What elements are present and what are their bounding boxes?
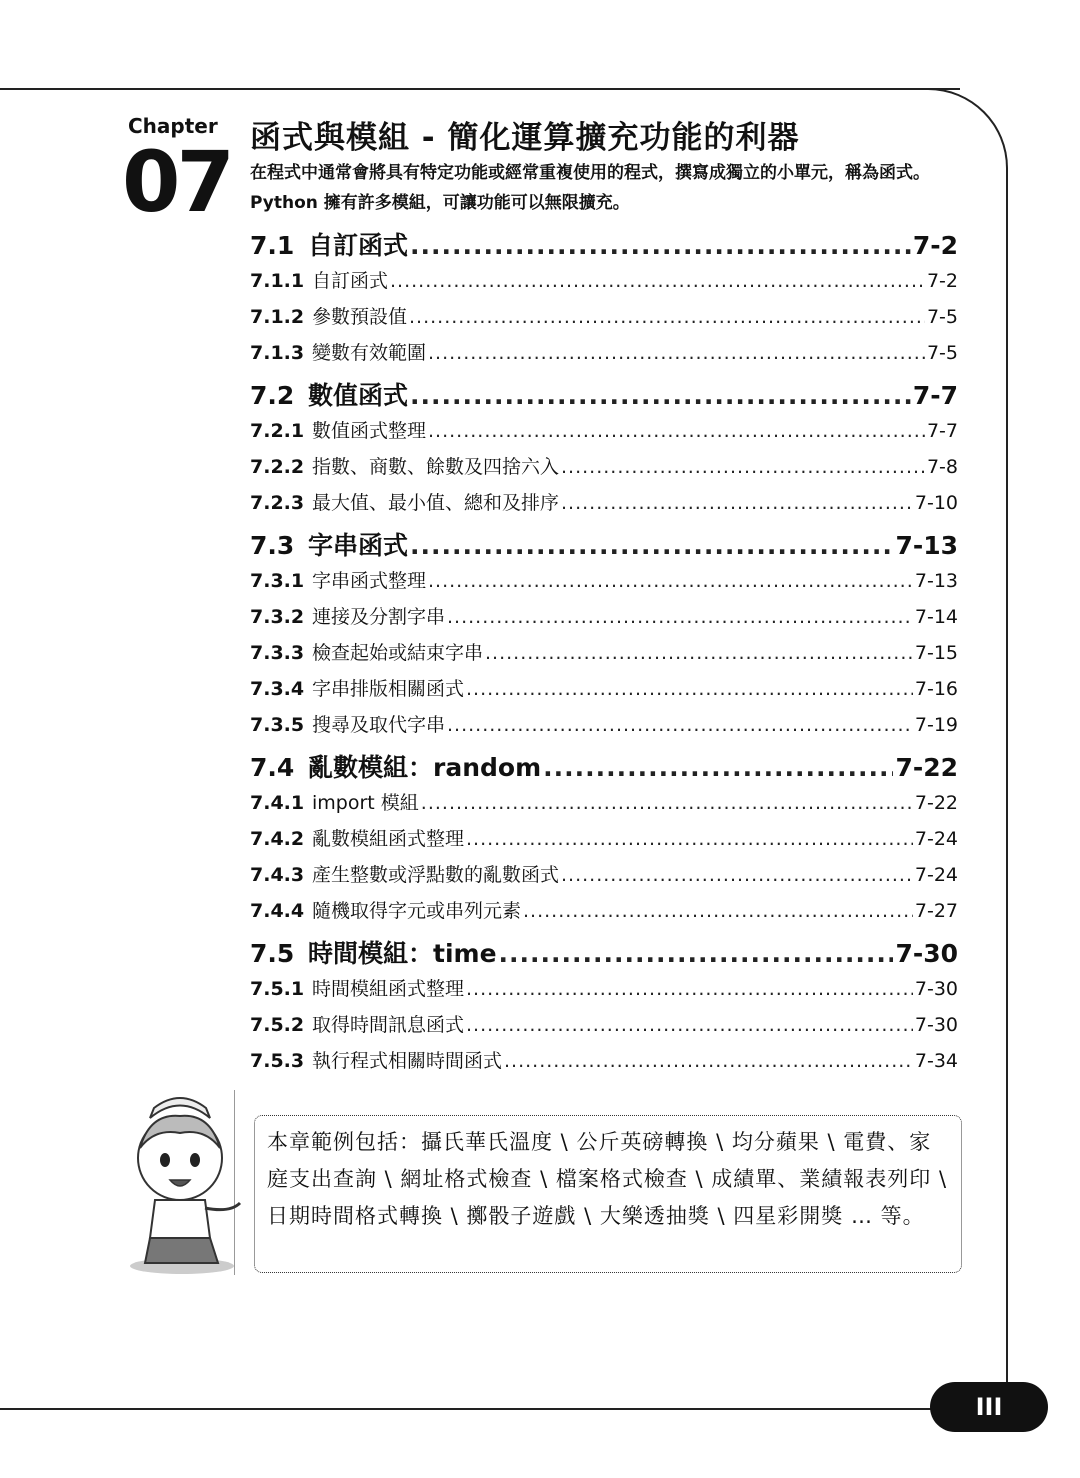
toc-leader-dots: [428, 342, 925, 364]
toc-subsection[interactable]: [250, 602, 958, 638]
toc-label: 時間模組函式整理: [312, 978, 465, 1000]
toc-page: 7-5: [926, 342, 958, 364]
toc-num: 7.2: [250, 381, 295, 410]
toc-page: 7-5: [926, 306, 958, 328]
toc-label: 字串函式整理: [312, 570, 427, 592]
page-number: III: [930, 1382, 1048, 1432]
toc-leader-dots: [561, 864, 913, 886]
toc-label: 字串函式: [308, 531, 409, 560]
chapter-examples-box: [254, 1115, 962, 1273]
toc-section[interactable]: [250, 376, 958, 416]
toc-leader-dots: [428, 420, 925, 442]
toc-num: 7.5.1: [250, 978, 305, 1000]
toc-subsection[interactable]: [250, 788, 958, 824]
toc-num: 7.5: [250, 939, 295, 968]
toc-leader-dots: [390, 270, 925, 292]
toc-page: 7-34: [914, 1050, 958, 1072]
toc-leader-dots: [499, 939, 894, 968]
toc-label: 數值函式整理: [312, 420, 427, 442]
toc-page: 7-30: [914, 1014, 958, 1036]
chapter-number: 07: [122, 133, 231, 231]
toc-page: 7-7: [912, 381, 958, 410]
toc-num: 7.5.3: [250, 1050, 305, 1072]
toc-num: 7.3.5: [250, 714, 305, 736]
toc-label: 亂數模組函式整理: [312, 828, 465, 850]
toc-leader-dots: [466, 828, 913, 850]
toc-subsection[interactable]: [250, 974, 958, 1010]
toc-label: 自訂函式: [312, 270, 389, 292]
toc-num: 7.1.2: [250, 306, 305, 328]
toc-subsection[interactable]: [250, 638, 958, 674]
toc-leader-dots: [561, 492, 913, 514]
toc-subsection[interactable]: [250, 338, 958, 374]
toc-page: 7-2: [926, 270, 958, 292]
toc-subsection[interactable]: [250, 896, 958, 932]
toc-page: 7-16: [914, 678, 958, 700]
toc-leader-dots: [523, 900, 913, 922]
toc-subsection[interactable]: [250, 416, 958, 452]
toc-page: 7-27: [914, 900, 958, 922]
toc-leader-dots: [485, 642, 913, 664]
toc-label: 最大值、最小值、總和及排序: [312, 492, 560, 514]
toc-subsection[interactable]: [250, 860, 958, 896]
toc-leader-dots: [410, 381, 911, 410]
mascot-illustration: [110, 1088, 250, 1278]
toc-label: 數值函式: [308, 381, 409, 410]
toc-leader-dots: [409, 306, 925, 328]
toc-subsection[interactable]: [250, 1046, 958, 1082]
toc-section[interactable]: [250, 934, 958, 974]
toc-leader-dots: [466, 978, 913, 1000]
toc-label: 字串排版相關函式: [312, 678, 465, 700]
toc-num: 7.4.1: [250, 792, 305, 814]
toc-num: 7.1: [250, 231, 295, 260]
chapter-label: Chapter: [128, 114, 218, 138]
toc-num: 7.2.2: [250, 456, 305, 478]
toc-leader-dots: [466, 678, 913, 700]
toc-page: 7-2: [912, 231, 958, 260]
toc-label: import 模組: [312, 792, 419, 814]
toc-page: 7-30: [914, 978, 958, 1000]
toc-subsection[interactable]: [250, 824, 958, 860]
toc-section[interactable]: [250, 748, 958, 788]
toc-page: 7-22: [914, 792, 958, 814]
toc-leader-dots: [421, 792, 913, 814]
toc-label: 連接及分割字串: [312, 606, 446, 628]
toc-num: 7.2.1: [250, 420, 305, 442]
toc-page: 7-15: [914, 642, 958, 664]
toc-subsection[interactable]: [250, 302, 958, 338]
table-of-contents: [250, 224, 958, 1082]
toc-page: 7-24: [914, 864, 958, 886]
toc-leader-dots: [410, 531, 893, 560]
toc-subsection[interactable]: [250, 1010, 958, 1046]
toc-page: 7-10: [914, 492, 958, 514]
toc-num: 7.4.4: [250, 900, 305, 922]
toc-num: 7.3.1: [250, 570, 305, 592]
toc-label: 產生整數或浮點數的亂數函式: [312, 864, 560, 886]
frame-bottom-line: [0, 1408, 940, 1410]
toc-page: 7-22: [895, 753, 958, 782]
toc-label: 亂數模組：random: [308, 753, 542, 782]
toc-subsection[interactable]: [250, 566, 958, 602]
toc-subsection[interactable]: [250, 488, 958, 524]
toc-leader-dots: [447, 714, 913, 736]
toc-subsection[interactable]: [250, 674, 958, 710]
toc-num: 7.3.3: [250, 642, 305, 664]
toc-num: 7.3.4: [250, 678, 305, 700]
toc-page: 7-14: [914, 606, 958, 628]
toc-subsection[interactable]: [250, 452, 958, 488]
toc-num: 7.3.2: [250, 606, 305, 628]
toc-num: 7.2.3: [250, 492, 305, 514]
toc-num: 7.5.2: [250, 1014, 305, 1036]
toc-label: 參數預設值: [312, 306, 408, 328]
toc-label: 取得時間訊息函式: [312, 1014, 465, 1036]
toc-leader-dots: [466, 1014, 913, 1036]
toc-label: 自訂函式: [308, 231, 409, 260]
toc-label: 檢查起始或結束字串: [312, 642, 484, 664]
toc-page: 7-7: [926, 420, 958, 442]
toc-page: 7-30: [895, 939, 958, 968]
chapter-examples-text: 本章範例包括：攝氏華氏溫度 \ 公斤英磅轉換 \ 均分蘋果 \ 電費、家庭支出查詢 \ 網址格式檢查 \ 檔案格式檢查 \ 成績單、業績報表列印 \ 日期時間格式轉換 \ 擲骰子遊戲 \ 大樂透抽獎 \ 四星彩開獎 … 等。: [267, 1130, 948, 1228]
toc-leader-dots: [428, 570, 913, 592]
toc-num: 7.1.3: [250, 342, 305, 364]
toc-leader-dots: [410, 231, 911, 260]
toc-label: 變數有效範圍: [312, 342, 427, 364]
toc-page: 7-24: [914, 828, 958, 850]
toc-page: 7-13: [895, 531, 958, 560]
toc-leader-dots: [504, 1050, 913, 1072]
toc-leader-dots: [543, 753, 893, 782]
toc-leader-dots: [561, 456, 925, 478]
toc-num: 7.1.1: [250, 270, 305, 292]
toc-label: 指數、商數、餘數及四捨六入: [312, 456, 560, 478]
toc-label: 隨機取得字元或串列元素: [312, 900, 522, 922]
chapter-intro: 在程式中通常會將具有特定功能或經常重複使用的程式，撰寫成獨立的小單元，稱為函式。Python 擁有許多模組，可讓功能可以無限擴充。: [250, 163, 930, 213]
toc-num: 7.4: [250, 753, 295, 782]
toc-section[interactable]: [250, 226, 958, 266]
toc-leader-dots: [447, 606, 913, 628]
toc-num: 7.3: [250, 531, 295, 560]
toc-label: 搜尋及取代字串: [312, 714, 446, 736]
toc-subsection[interactable]: [250, 266, 958, 302]
frame-right-line: [1006, 200, 1008, 1385]
toc-subsection[interactable]: [250, 710, 958, 746]
toc-num: 7.4.2: [250, 828, 305, 850]
toc-num: 7.4.3: [250, 864, 305, 886]
toc-page: 7-19: [914, 714, 958, 736]
toc-label: 執行程式相關時間函式: [312, 1050, 503, 1072]
toc-label: 時間模組：time: [308, 939, 497, 968]
chapter-title: 函式與模組 - 簡化運算擴充功能的利器: [250, 120, 800, 156]
frame-top-line: [0, 88, 960, 90]
toc-page: 7-8: [926, 456, 958, 478]
toc-page: 7-13: [914, 570, 958, 592]
toc-section[interactable]: [250, 526, 958, 566]
